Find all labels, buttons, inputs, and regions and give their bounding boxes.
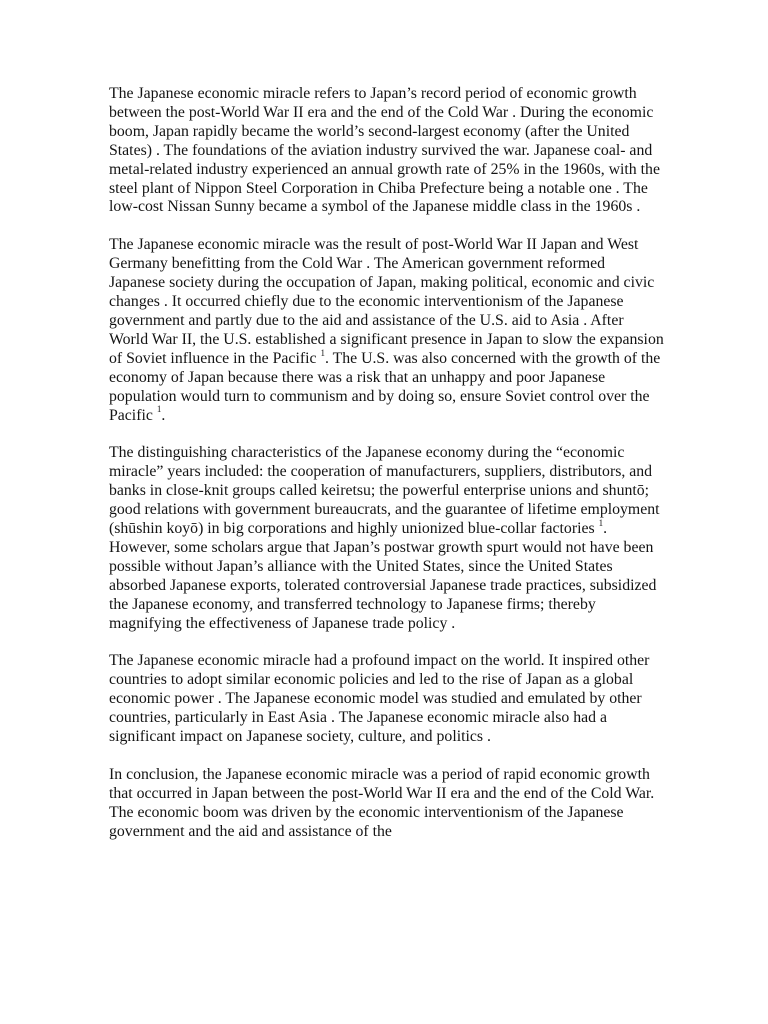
paragraph-3 [109, 444, 664, 633]
paragraph-1 [109, 85, 664, 217]
paragraph-3-text-2: . However, some scholars argue that Japan’s postwar growth spurt would not have been possible without Japan’s alliance with the United States, since the United States absorbed Japanese exports, tolerated controversial Japanese trade practices, subsidized the Japanese economy, and transferred technology to Japanese firms; thereby magnifying the effectiveness of Japanese trade policy . [109, 520, 661, 632]
paragraph-2-text-2: . The U.S. was also concerned with the growth of the economy of Japan because there was a risk that an unhappy and poor Japanese population would turn to communism and by doing so, ensure Soviet control over the Pacific [109, 349, 665, 424]
paragraph-4 [109, 652, 664, 747]
footnote-marker: 1 [598, 517, 604, 528]
paragraph-3-text-1: The distinguishing characteristics of the Japanese economy during the “economic miracle” years included: the cooperation of manufacturers, suppliers, distributors, and banks in close-knit groups called keiretsu; the powerful enterprise unions and shuntō; good relations with government bureaucrats, and the guarantee of lifetime employment (shūshin koyō) in big corporations and highly unionized blue-collar factories [109, 444, 664, 538]
paragraph-2 [109, 236, 668, 425]
footnote-marker: 1 [320, 347, 325, 358]
paragraph-5 [109, 766, 664, 842]
paragraph-1-text: The Japanese economic miracle refers to Japan’s record period of economic growth between the post-World War II era and the end of the Cold War . During the economic boom, Japan rapidly became the world’s second-largest economy (after the United States) . The foundations of the aviation industry survived the war. Japanese coal- and metal-related industry experienced an annual growth rate of 25% in the 1960s, with the steel plant of Nippon Steel Corporation in Chiba Prefecture being a notable one . The low-cost Nissan Sunny became a symbol of the Japanese middle class in the 1960s . [109, 85, 664, 216]
footnote-marker: 1 [156, 404, 162, 415]
paragraph-5-text: In conclusion, the Japanese economic miracle was a period of rapid economic growth that occurred in Japan between the post-World War II era and the end of the Cold War. The economic boom was driven by the economic interventionism of the Japanese government and the aid and assistance of the [109, 766, 658, 840]
paragraph-2-text-1: The Japanese economic miracle was the result of post-World War II Japan and West Germany benefitting from the Cold War . The American government reformed Japanese society during the occupation of Japan, making political, economic and civic changes . It occurred chiefly due to the economic interventionism of the Japanese government and partly due to the aid and assistance of the U.S. aid to Asia . After World War II, the U.S. established a significant presence in Japan to slow the expansion of Soviet influence in the Pacific [109, 236, 668, 367]
paragraph-4-text: The Japanese economic miracle had a profound impact on the world. It inspired other countries to adopt similar economic policies and led to the rise of Japan as a global economic power . The Japanese economic model was studied and emulated by other countries, particularly in East Asia . The Japanese economic miracle also had a significant impact on Japanese society, culture, and politics . [109, 652, 654, 746]
paragraph-2-text-3: . [161, 406, 166, 424]
